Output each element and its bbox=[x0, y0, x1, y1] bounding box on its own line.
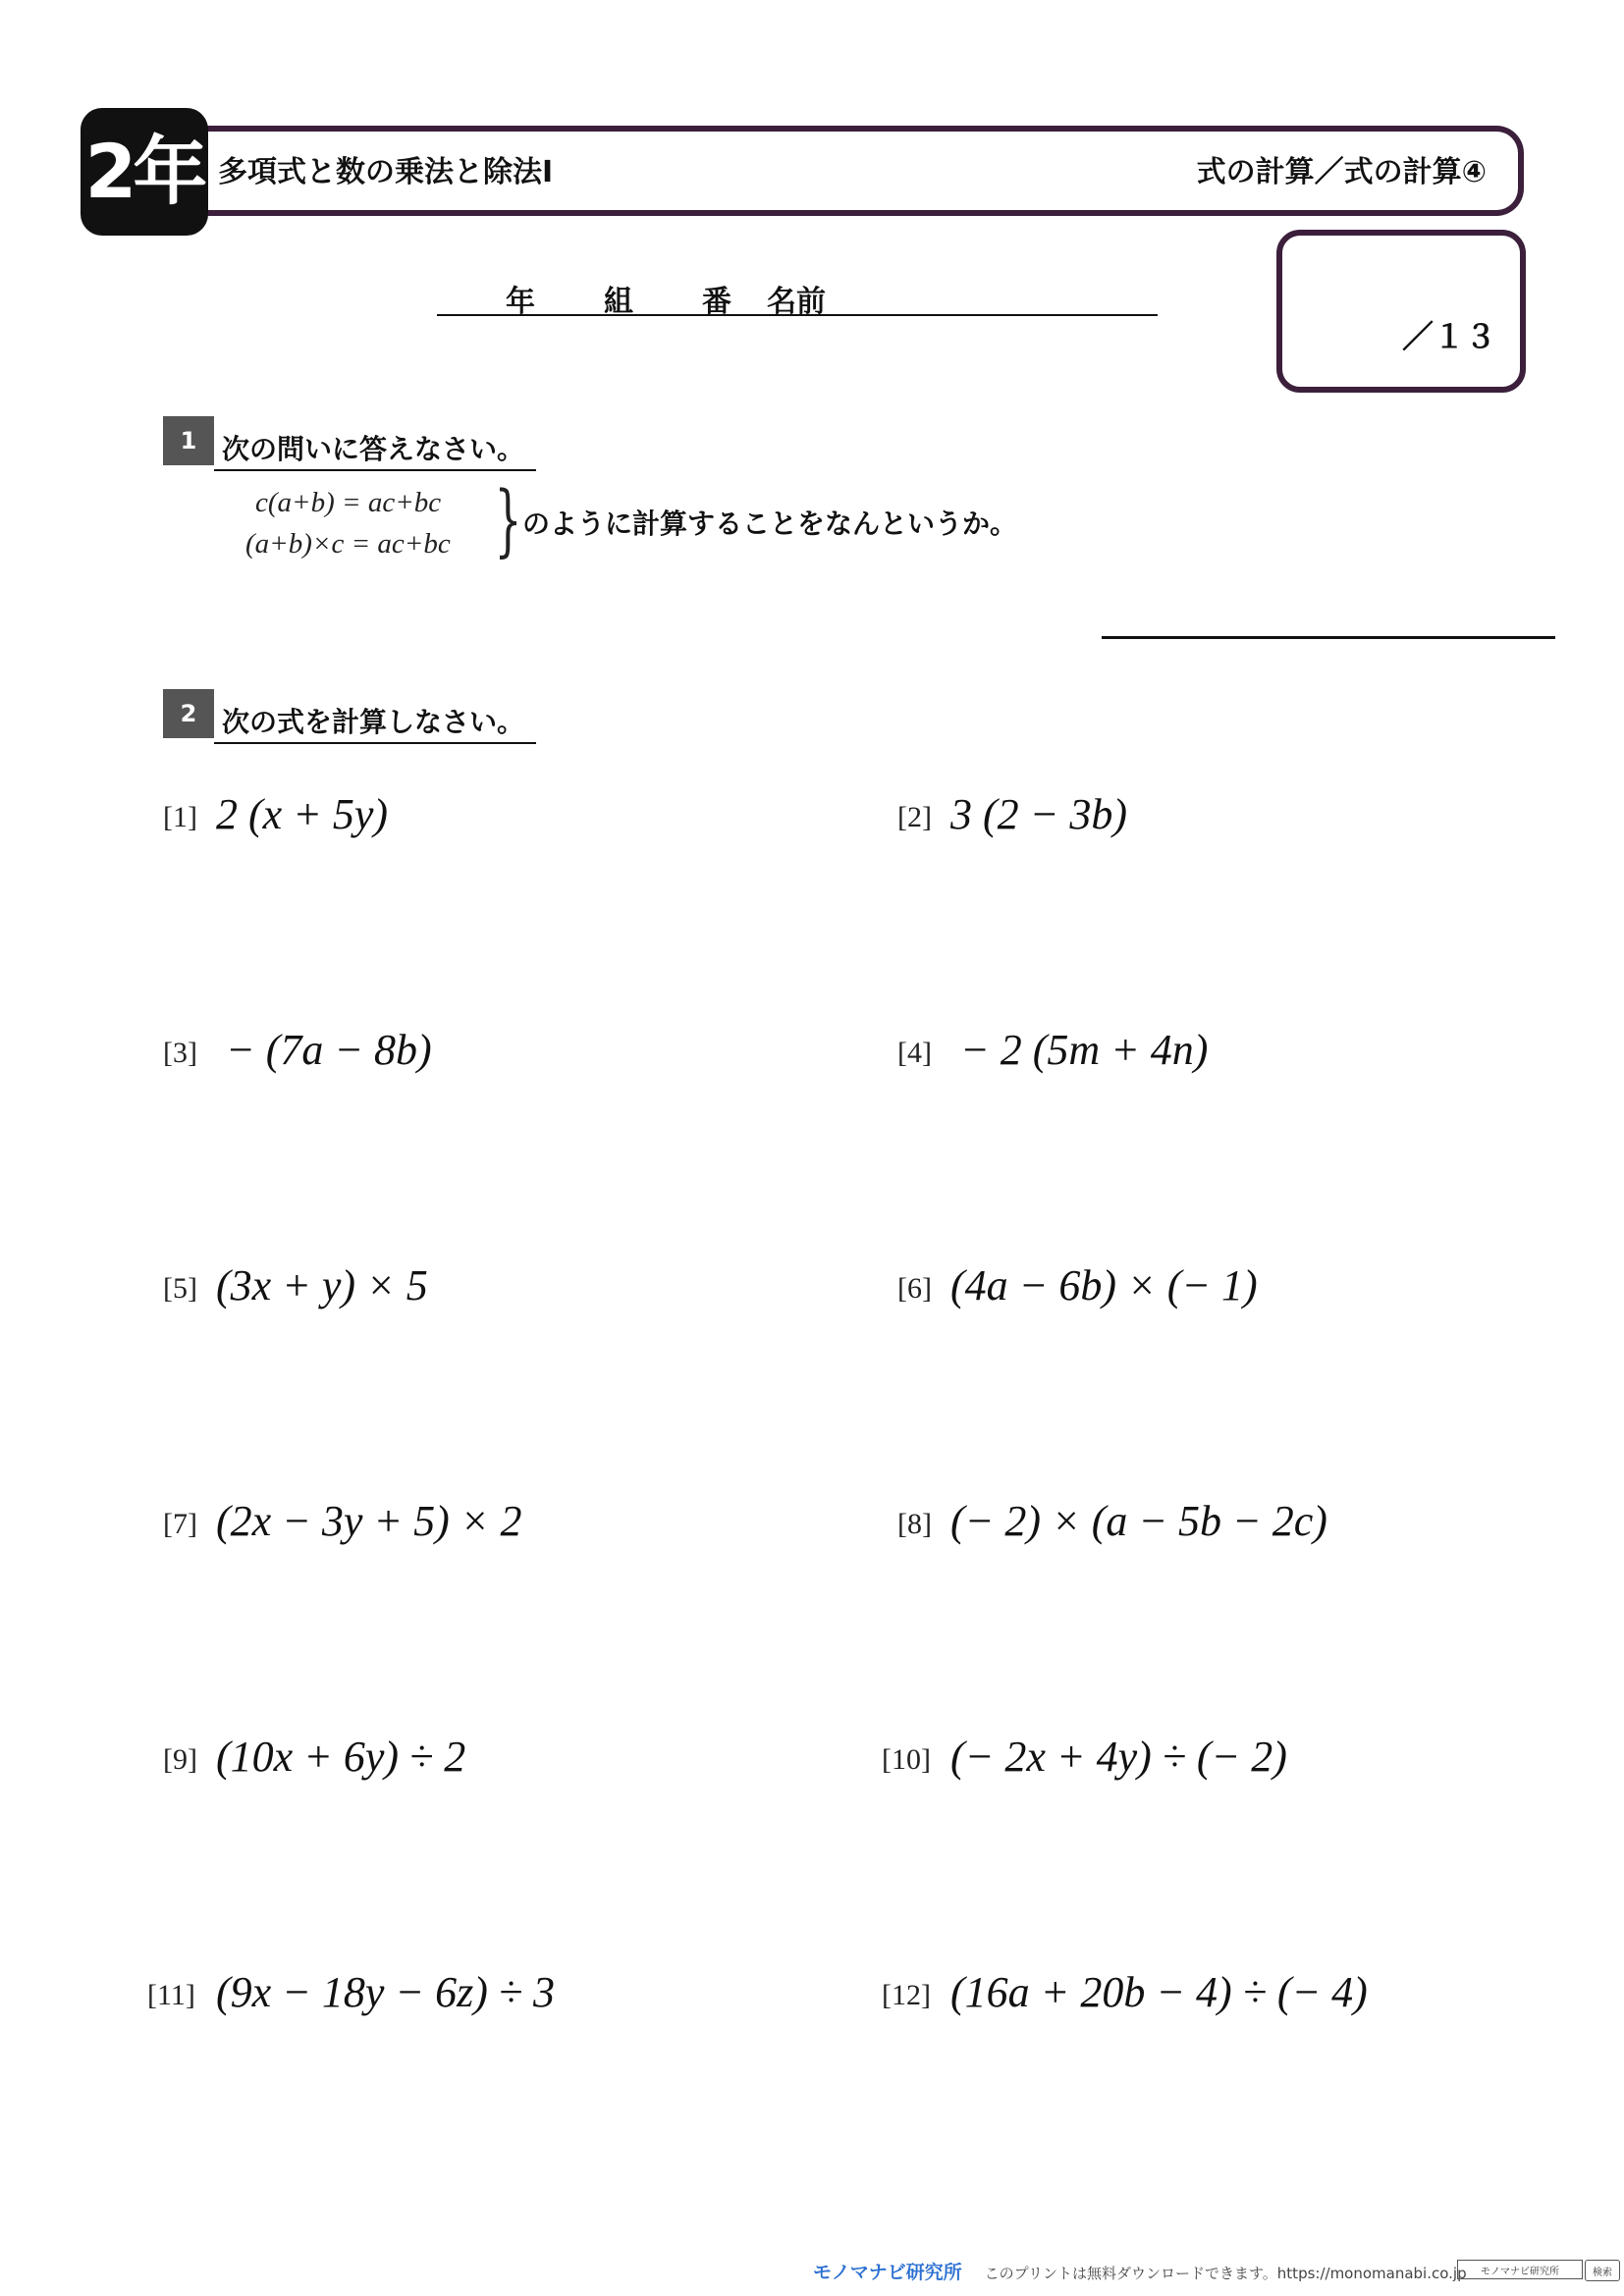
footer-text[interactable]: このプリントは無料ダウンロードできます。https://monomanabi.co.jp bbox=[984, 2265, 1467, 2282]
problem-9-label: [9] bbox=[163, 1743, 197, 1776]
problem-7-expr: (2x − 3y + 5) × 2 bbox=[216, 1497, 522, 1545]
problem-3-label: [3] bbox=[163, 1037, 197, 1069]
score-total: ／１３ bbox=[1401, 318, 1496, 355]
problem-2-label: [2] bbox=[897, 801, 932, 833]
footer-search-box[interactable]: モノマナビ研究所 bbox=[1457, 2260, 1583, 2279]
number-label: 番 bbox=[702, 285, 731, 319]
problem-1-label: [1] bbox=[163, 801, 197, 833]
footer-logo[interactable]: モノマナビ研究所 bbox=[813, 2262, 962, 2283]
problem-11-label: [11] bbox=[147, 1979, 195, 2011]
problem-9-expr: (10x + 6y) ÷ 2 bbox=[216, 1733, 466, 1781]
name-line[interactable] bbox=[437, 277, 1158, 319]
problem-12-label: [12] bbox=[882, 1979, 931, 2011]
section2-title: 次の式を計算しなさい。 bbox=[214, 701, 536, 744]
year-label: 年 bbox=[506, 285, 535, 319]
problem-10-expr: (− 2x + 4y) ÷ (− 2) bbox=[950, 1733, 1287, 1781]
problem-11-expr: (9x − 18y − 6z) ÷ 3 bbox=[216, 1968, 556, 2016]
section1-question: のように計算することをなんというか。 bbox=[522, 507, 1018, 540]
problem-10-label: [10] bbox=[882, 1743, 931, 1776]
formula-line1: c(a+b) = ac+bc bbox=[255, 487, 442, 518]
problem-7-label: [7] bbox=[163, 1508, 197, 1540]
problem-12-expr: (16a + 20b − 4) ÷ (− 4) bbox=[950, 1968, 1368, 2016]
section1-title: 次の問いに答えなさい。 bbox=[214, 428, 536, 471]
problem-5-label: [5] bbox=[163, 1272, 197, 1305]
problem-4-expr: − 2 (5m + 4n) bbox=[960, 1026, 1209, 1074]
problem-4-label: [4] bbox=[897, 1037, 932, 1069]
unit-title: 多項式と数の乗法と除法Ⅰ bbox=[218, 155, 554, 189]
problem-5-expr: (3x + y) × 5 bbox=[216, 1261, 428, 1309]
score-box[interactable] bbox=[1276, 230, 1526, 393]
problem-8-expr: (− 2) × (a − 5b − 2c) bbox=[950, 1497, 1327, 1545]
problem-6-label: [6] bbox=[897, 1272, 932, 1305]
section2-number: 2 bbox=[163, 689, 214, 738]
name-label: 名前 bbox=[767, 285, 826, 319]
problem-1-expr: 2 (x + 5y) bbox=[216, 790, 389, 838]
class-label: 組 bbox=[604, 285, 633, 319]
problem-3-expr: − (7a − 8b) bbox=[226, 1026, 432, 1074]
answer-line[interactable] bbox=[1102, 636, 1555, 639]
brace-icon: } bbox=[494, 474, 522, 565]
section1-number: 1 bbox=[163, 416, 214, 465]
problem-2-expr: 3 (2 − 3b) bbox=[950, 790, 1127, 838]
problem-8-label: [8] bbox=[897, 1508, 932, 1540]
formula-line2: (a+b)×c = ac+bc bbox=[245, 528, 451, 560]
category-title: 式の計算／式の計算④ bbox=[1196, 155, 1487, 189]
problem-6-expr: (4a − 6b) × (− 1) bbox=[950, 1261, 1258, 1309]
grade-badge bbox=[81, 108, 208, 236]
footer bbox=[813, 2258, 1467, 2284]
footer-search-button[interactable]: 検索 bbox=[1585, 2260, 1620, 2281]
grade-label: 2年 bbox=[84, 128, 204, 215]
